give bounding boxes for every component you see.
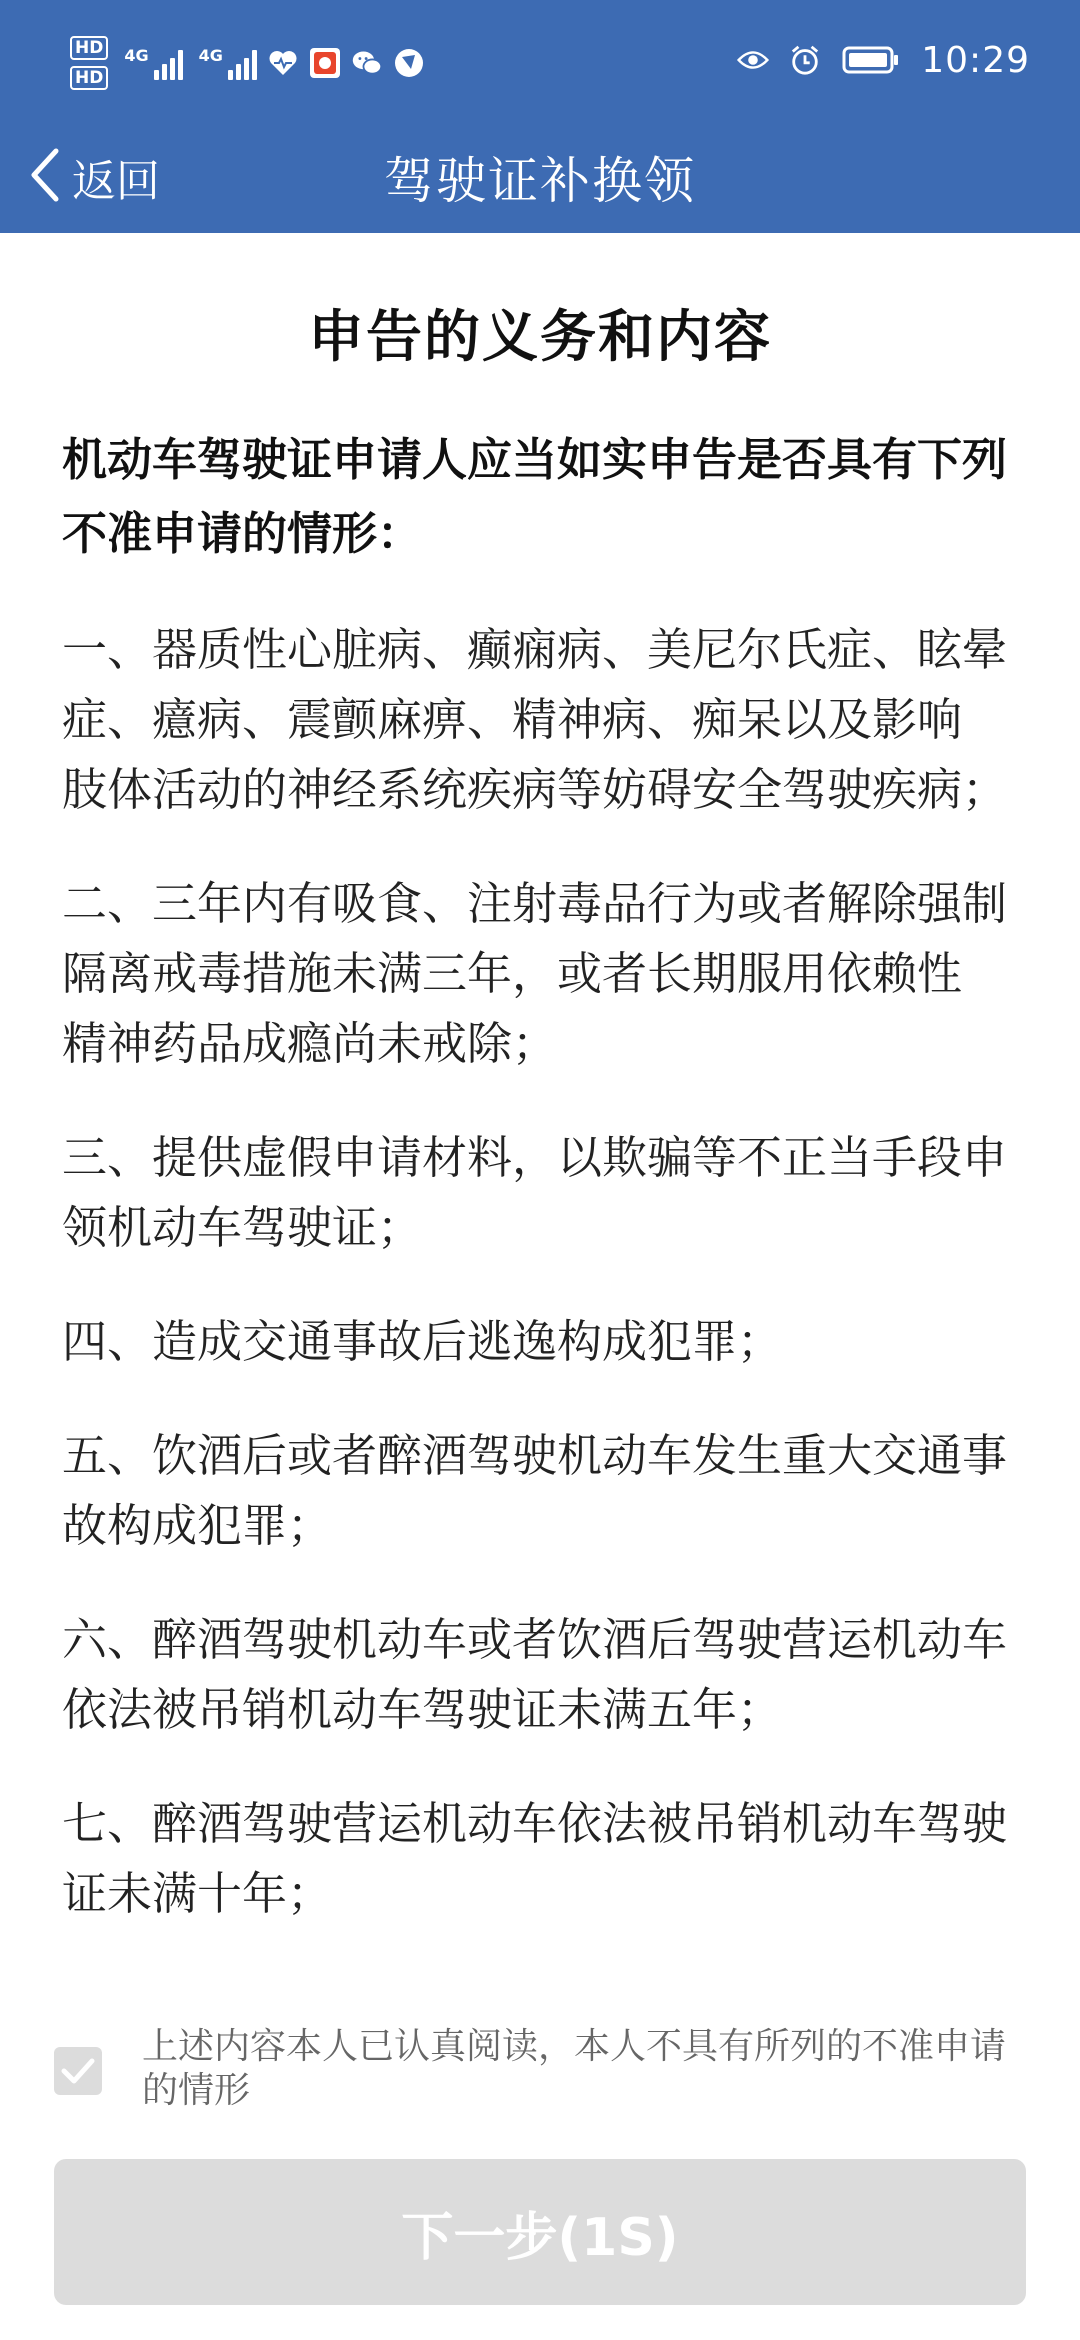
declaration-item: 七、醉酒驾驶营运机动车依法被吊销机动车驾驶证未满十年；	[62, 1797, 1008, 1920]
status-bar	[0, 0, 1080, 120]
browser-icon	[393, 47, 425, 79]
footer	[0, 1985, 1080, 2340]
clock-time: 10:29	[921, 39, 1030, 81]
battery-icon	[841, 44, 901, 76]
agreement-row	[54, 2025, 1034, 2113]
next-step-button[interactable]: 下一步(1S)	[54, 2159, 1026, 2305]
page-title: 驾驶证补换领	[384, 151, 696, 210]
nav-bar	[0, 120, 1080, 233]
declaration-item: 四、造成交通事故后逃逸构成犯罪；	[62, 1315, 783, 1368]
signal-1-icon: 4G	[124, 46, 182, 80]
declaration-item: 五、饮酒后或者醉酒驾驶机动车发生重大交通事故构成犯罪；	[62, 1429, 1008, 1552]
chevron-left-icon	[28, 147, 62, 207]
back-button[interactable]	[28, 120, 160, 233]
health-heart-icon	[267, 47, 299, 79]
hd-badge-2: HD	[70, 66, 108, 90]
declaration-content[interactable]	[0, 233, 1080, 1985]
status-right-icons	[737, 30, 1030, 90]
hd-badges	[70, 36, 108, 90]
signal-2-icon: 4G	[199, 46, 257, 80]
declaration-item: 六、醉酒驾驶机动车或者饮酒后驾驶营运机动车依法被吊销机动车驾驶证未满五年；	[62, 1613, 1008, 1736]
document-intro: 机动车驾驶证申请人应当如实申告是否具有下列不准申请的情形：	[62, 433, 1008, 560]
declaration-item: 二、三年内有吸食、注射毒品行为或者解除强制隔离戒毒措施未满三年，或者长期服用依赖性 精神药品成瘾尚未戒除；	[62, 877, 1008, 1070]
header	[0, 0, 1080, 233]
check-icon	[61, 2057, 95, 2085]
declaration-item: 一、器质性心脏病、癫痫病、美尼尔氏症、眩晕症、癔病、震颤麻痹、精神病、痴呆以及影响 肢体活动的神经系统疾病等妨碍安全驾驶疾病；	[62, 623, 1008, 816]
status-left-icons	[70, 28, 425, 98]
eye-icon	[737, 44, 769, 76]
back-label: 返回	[72, 155, 160, 207]
declaration-item: 三、提供虚假申请材料，以欺骗等不正当手段申领机动车驾驶证；	[62, 1131, 1008, 1254]
hd-badge-1: HD	[70, 36, 108, 60]
agreement-checkbox[interactable]	[54, 2047, 102, 2095]
agreement-text: 上述内容本人已认真阅读，本人不具有所列的不准申请的情形	[142, 2026, 1007, 2111]
document-title: 申告的义务和内容	[308, 305, 772, 370]
wechat-icon	[351, 47, 383, 79]
alarm-icon	[789, 44, 821, 76]
app-notification-icon	[309, 47, 341, 79]
